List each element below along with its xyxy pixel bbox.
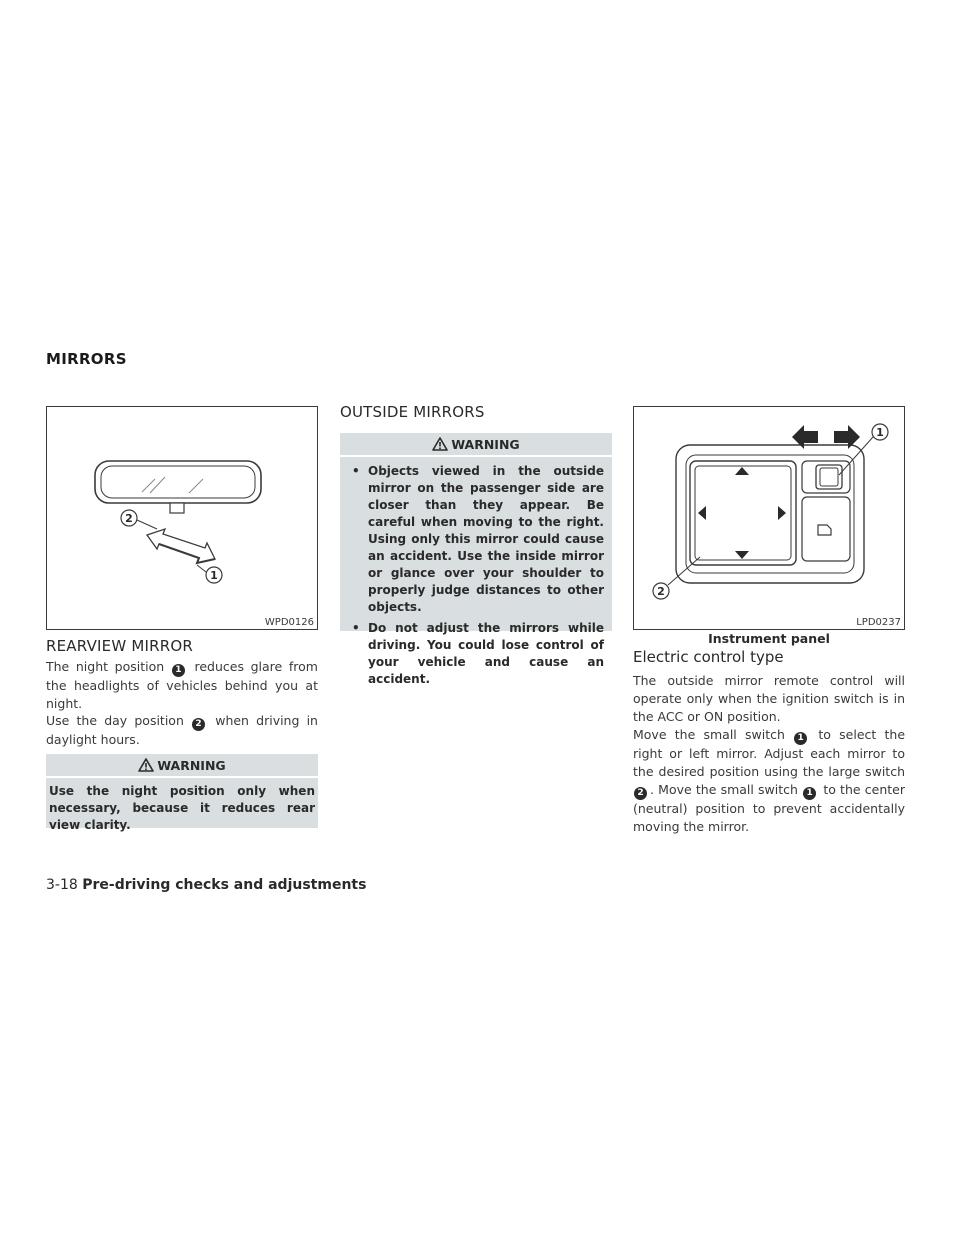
figure-code: LPD0237 [856, 617, 901, 628]
electric-control-heading: Electric control type [633, 648, 784, 666]
day-position-paragraph: Use the day position 2 when driving in daylight hours. [46, 713, 318, 747]
chapter-title: Pre-driving checks and adjustments [82, 877, 367, 893]
rearview-mirror-illustration [47, 407, 317, 629]
electric-control-paragraph-2: Move the small switch 1 to select the right or left mirror. Adjust each mirror to the desired position using the large switch 2 . Move the small switch 1 to the center (neutral) position to prevent accidentally moving the mirror. [633, 727, 906, 834]
figure-callout-1: 1 [876, 426, 884, 439]
warning-item: • Objects viewed in the outside mirror on the passenger side are closer than they appear. Be careful when moving to the right. Using only this mirror could cause an accident. Use the inside mirror or glance over your shoulder to properly judge distances to other objects. [348, 463, 604, 616]
rearview-mirror-figure [46, 406, 318, 630]
rearview-warning-box [46, 754, 318, 832]
warning-icon [432, 437, 448, 451]
night-position-paragraph: The night position 1 reduces glare from the headlights of vehicles behind you at night. [46, 659, 318, 711]
section-title: MIRRORS [46, 350, 127, 368]
figure-callout-1: 1 [210, 569, 218, 582]
mirror-control-figure [633, 406, 905, 630]
callout-1-icon: 1 [172, 664, 185, 677]
warning-header: WARNING [46, 754, 318, 778]
figure-code: WPD0126 [264, 617, 314, 628]
callout-1-icon: 1 [794, 732, 807, 745]
callout-1-icon: 1 [803, 787, 816, 800]
figure-callout-2: 2 [657, 585, 665, 598]
warning-text: Use the night position only when necessary, because it reduces rear view clarity. [49, 784, 315, 832]
outside-mirrors-heading: OUTSIDE MIRRORS [340, 403, 485, 421]
warning-icon [138, 758, 154, 772]
figure-caption: Instrument panel [708, 631, 830, 646]
page-number: 3-18 [46, 877, 78, 893]
mirror-control-illustration [634, 407, 904, 629]
rearview-mirror-heading: REARVIEW MIRROR [46, 637, 193, 655]
warning-item: • Do not adjust the mirrors while driving. You could lose control of your vehicle and cause an accident. [348, 620, 604, 688]
callout-2-icon: 2 [192, 718, 205, 731]
warning-header: WARNING [340, 433, 612, 457]
outside-mirrors-warning-box [340, 433, 612, 686]
warning-list [348, 463, 604, 688]
callout-2-icon: 2 [634, 787, 647, 800]
figure-callout-2: 2 [125, 512, 133, 525]
electric-control-paragraph-1: The outside mirror remote control will operate only when the ignition switch is in the ACC or ON position. [633, 673, 905, 724]
page-footer [46, 877, 366, 893]
